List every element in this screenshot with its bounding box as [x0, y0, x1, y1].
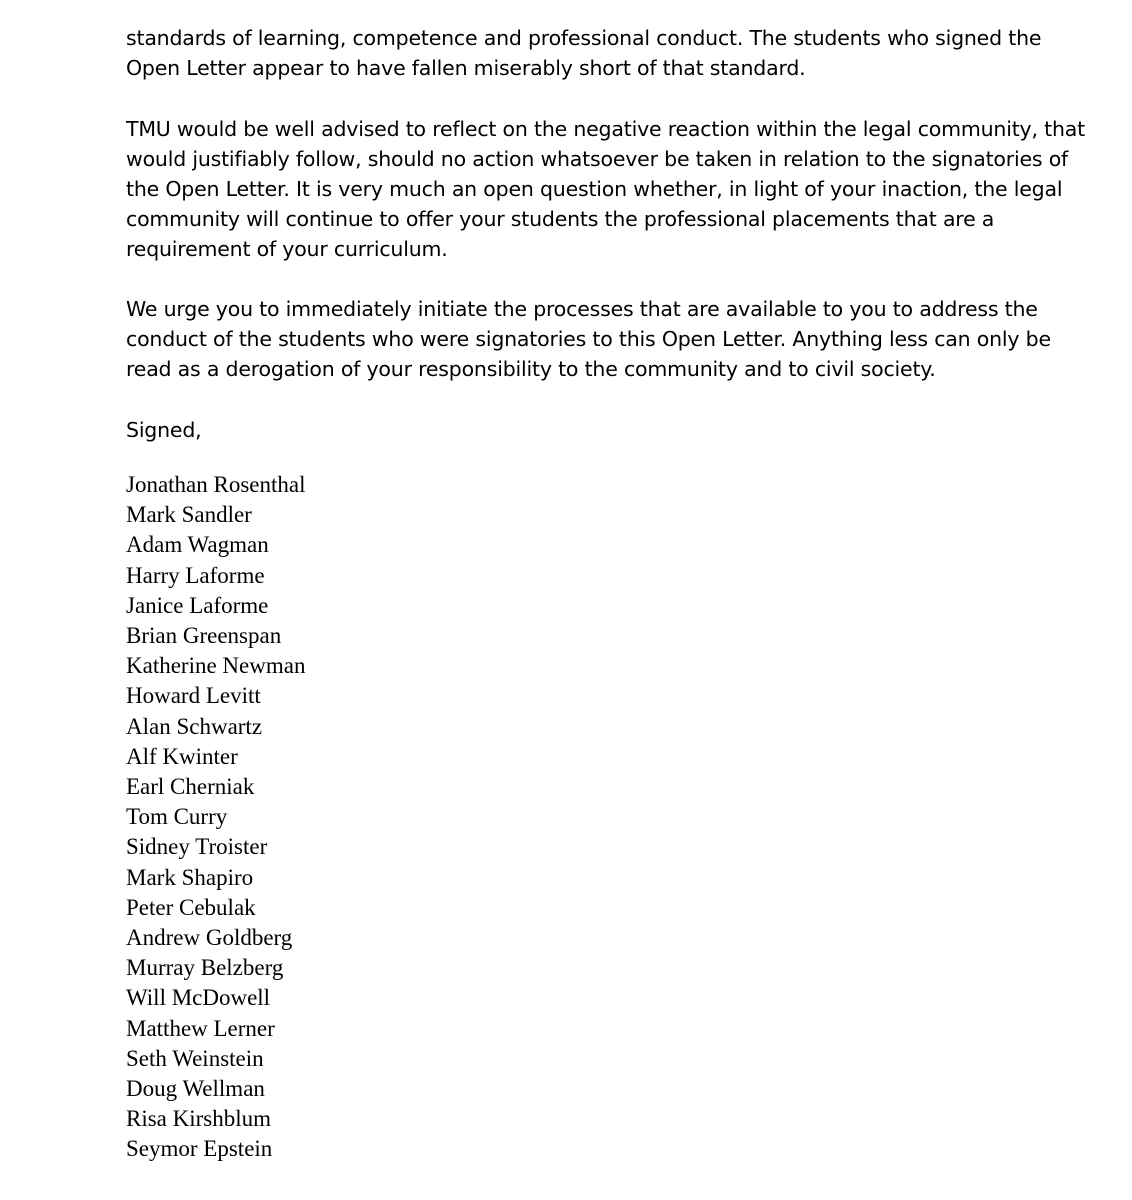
paragraph-line: TMU would be well advised to reflect on the negative reaction within the legal community, that [126, 117, 1085, 141]
signatory-name: Peter Cebulak [126, 894, 256, 920]
paragraph-line: the Open Letter. It is very much an open question whether, in light of your inaction, the legal [126, 177, 1063, 201]
signatory-name: Risa Kirshblum [126, 1106, 272, 1132]
signatory-name: Andrew Goldberg [126, 925, 293, 951]
signatory-list [126, 470, 306, 1165]
signatory-name: Seth Weinstein [126, 1045, 264, 1071]
letter-salutation: Signed, [126, 418, 202, 442]
letter-paragraph-urge-action [126, 294, 1106, 384]
signatory-name: Murray Belzberg [126, 955, 284, 981]
signatory-name: Brian Greenspan [126, 623, 282, 649]
paragraph-line: would justifiably follow, should no action whatsoever be taken in relation to the signatories of [126, 147, 1069, 171]
paragraph-line: standards of learning, competence and professional conduct. The students who signed the [126, 26, 1042, 50]
paragraph-line: conduct of the students who were signatories to this Open Letter. Anything less can only be [126, 327, 1051, 351]
signatory-name: Harry Laforme [126, 562, 265, 588]
signatory-name: Seymor Epstein [126, 1136, 273, 1162]
signatory-name: Doug Wellman [126, 1076, 265, 1102]
signatory-name: Sidney Troister [126, 834, 268, 860]
signatory-name: Adam Wagman [126, 532, 269, 558]
signatory-name: Mark Sandler [126, 502, 252, 528]
signatory-name: Matthew Lerner [126, 1015, 275, 1041]
signatory-name: Janice Laforme [126, 592, 269, 618]
signatory-name: Earl Cherniak [126, 774, 255, 800]
paragraph-line: read as a derogation of your responsibility to the community and to civil society. [126, 357, 936, 381]
signatory-name: Alf Kwinter [126, 743, 238, 769]
letter-paragraph-standards [126, 23, 1106, 83]
paragraph-line: Open Letter appear to have fallen miserably short of that standard. [126, 56, 806, 80]
signatory-name: Howard Levitt [126, 683, 261, 709]
signatory-name: Jonathan Rosenthal [126, 472, 306, 497]
signatory-name: Mark Shapiro [126, 864, 254, 890]
signatory-name: Katherine Newman [126, 653, 306, 679]
signatory-name: Will McDowell [126, 985, 271, 1011]
paragraph-line: community will continue to offer your students the professional placements that are a [126, 207, 995, 231]
signatory-name: Tom Curry [126, 804, 228, 830]
paragraph-line: requirement of your curriculum. [126, 237, 448, 261]
signatory-name: Alan Schwartz [126, 713, 263, 739]
paragraph-line: We urge you to immediately initiate the processes that are available to you to address the [126, 297, 1038, 321]
letter-paragraph-legal-community [126, 114, 1106, 264]
